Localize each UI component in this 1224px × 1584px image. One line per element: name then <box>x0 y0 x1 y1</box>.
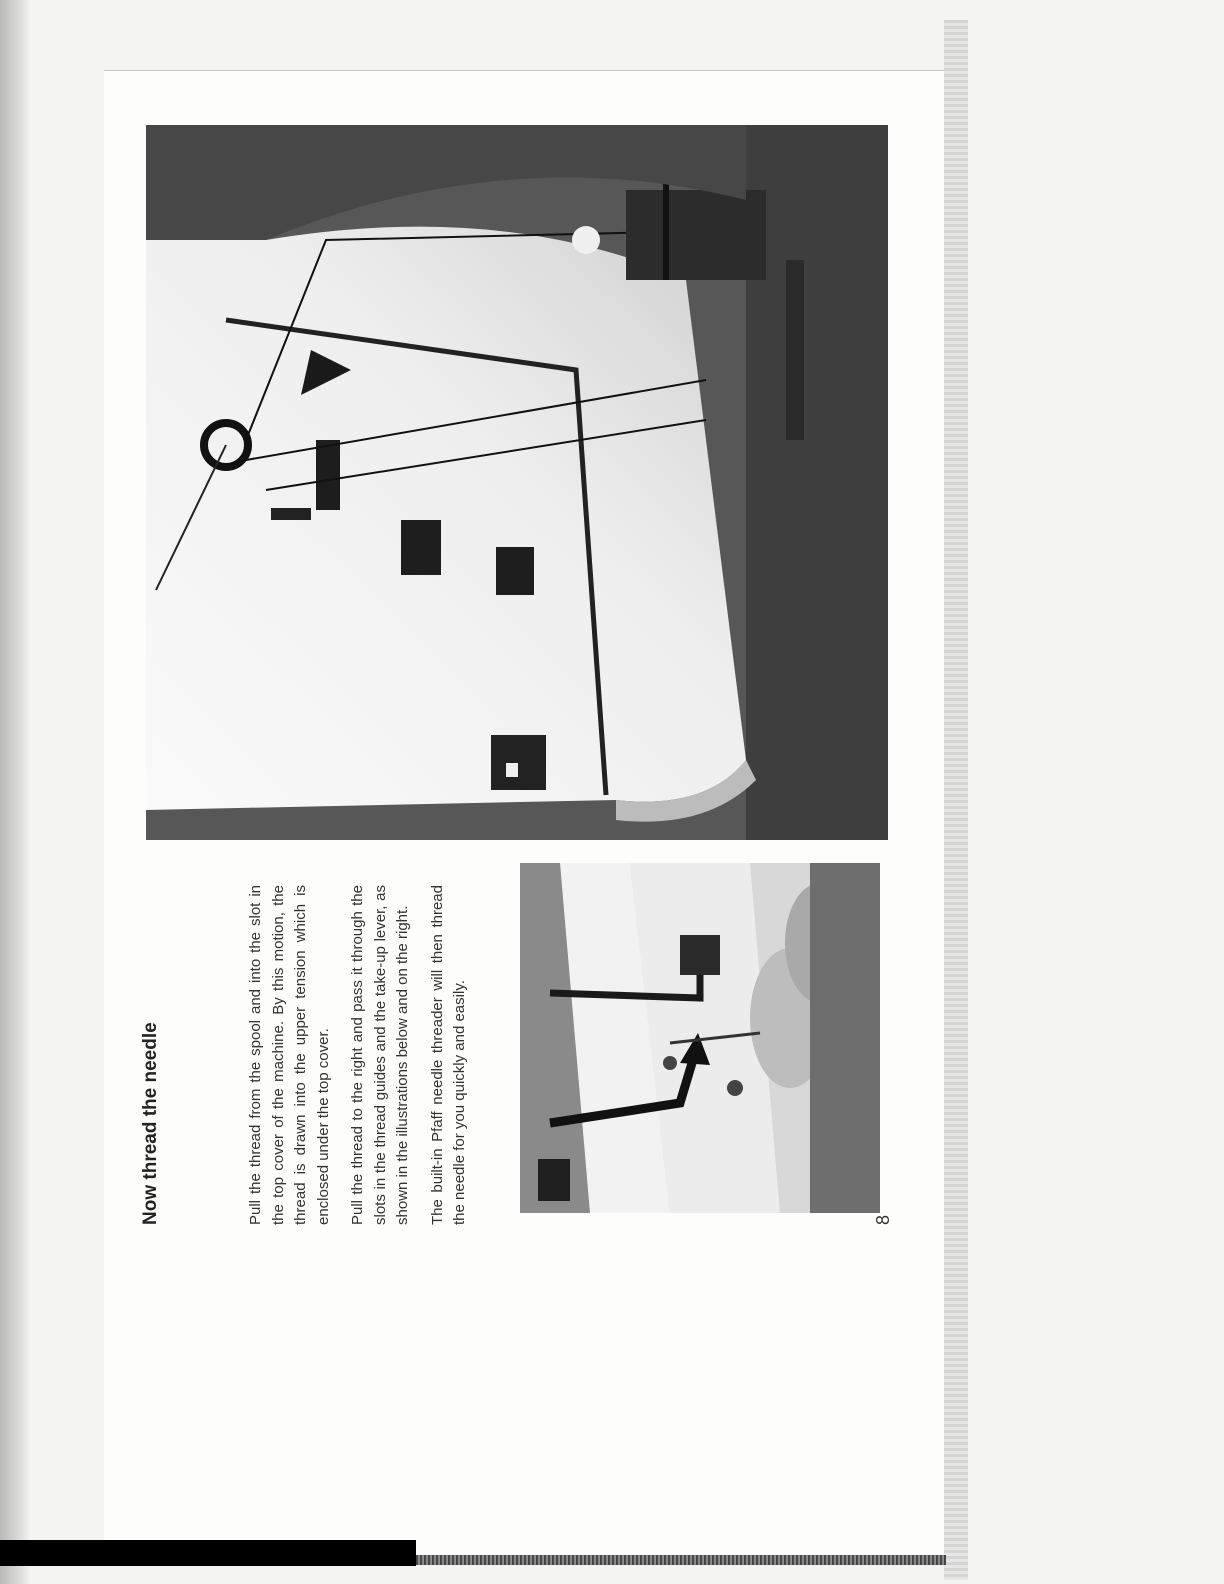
scan-right-edge <box>944 20 968 1580</box>
scan-left-edge <box>0 0 30 1584</box>
paragraph-3: The built-in Pfaff needle threader will then thread the needle for you quickly and easily. <box>428 885 468 1225</box>
page-number: 8 <box>873 1214 893 1225</box>
paragraph-2: Pull the thread to the right and pass it through the slots in the thread guides and the take-up lever, as shown in the illustrations below and on the right. <box>349 885 411 1225</box>
rotated-page-content <box>140 125 900 1225</box>
needle-threader-photo <box>520 863 880 1213</box>
page-top-edge <box>104 70 944 71</box>
scan-bottom-bar <box>0 1540 416 1566</box>
instruction-text <box>245 885 484 1225</box>
page-title: Now thread the needle <box>140 1022 161 1225</box>
machine-threading-photo <box>146 125 888 840</box>
paragraph-1: Pull the thread from the spool and into the slot in the top cover of the machine. By this motion, the thread is drawn into the upper tension which is enclosed under the top cover. <box>247 885 332 1225</box>
needle-threader-illustration <box>520 863 880 1213</box>
sewing-machine-illustration <box>146 125 888 840</box>
